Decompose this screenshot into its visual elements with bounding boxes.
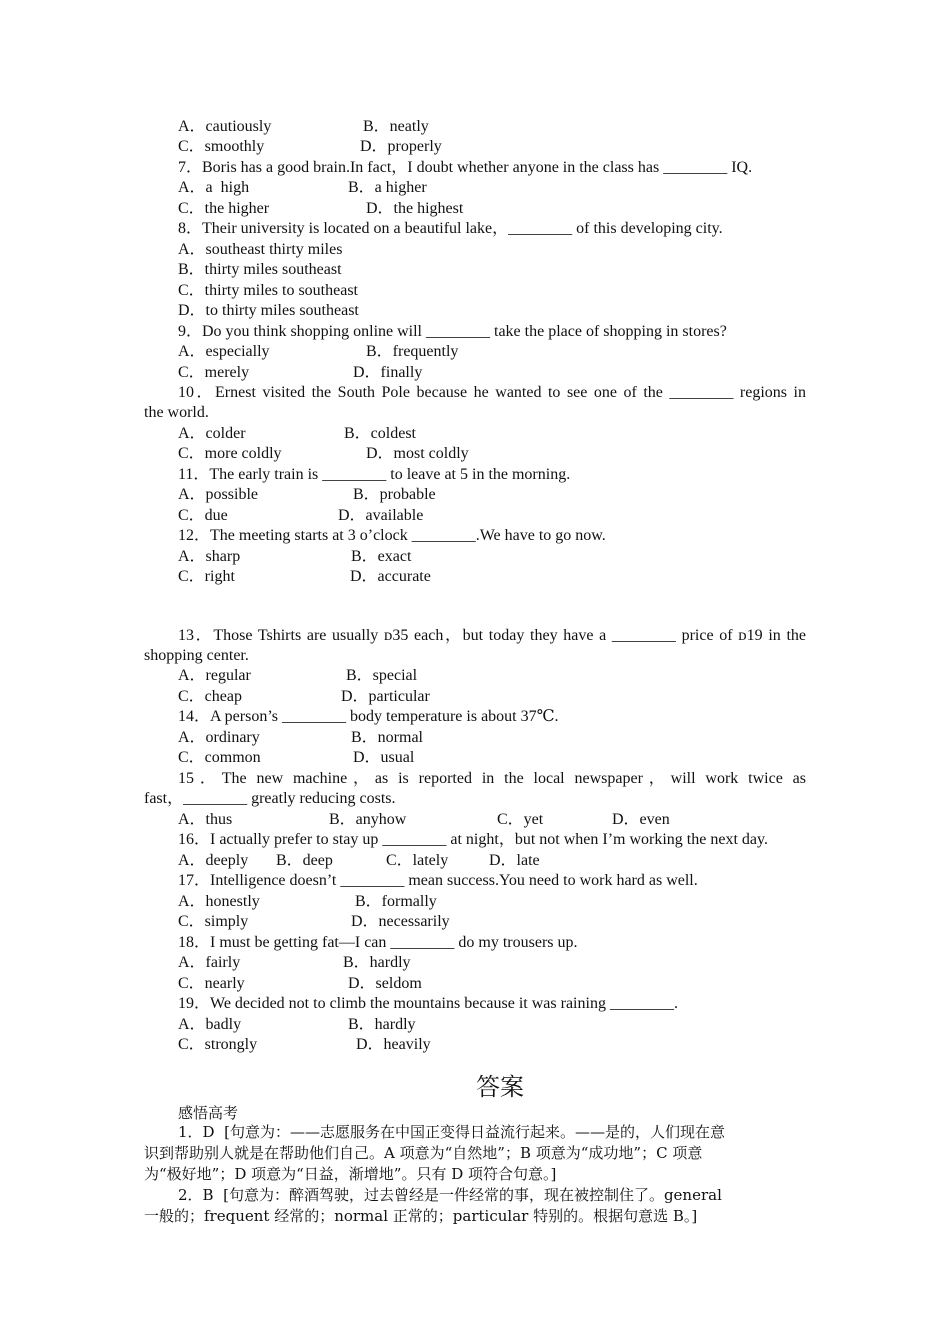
answer-2-line2: 一般的；frequent 经常的；normal 正常的；particular 特别的。根据句意选 B。] xyxy=(144,1207,698,1225)
q11-option-a: A．possible xyxy=(178,486,259,503)
q13-stem-line2: shopping center. xyxy=(144,647,249,664)
q13-option-c: C．cheap xyxy=(178,688,242,705)
q15-option-c: C．yet xyxy=(497,811,544,828)
q16-option-d: D．late xyxy=(489,852,540,869)
q10-option-a: A．colder xyxy=(178,425,246,442)
q12-stem: 12．The meeting starts at 3 o’clock ________.We have to go now. xyxy=(178,527,606,544)
q15-option-b: B．anyhow xyxy=(329,811,407,828)
q15-option-d: D．even xyxy=(612,811,670,828)
q8-option-d: D．to thirty miles southeast xyxy=(178,302,359,319)
q12-option-d: D．accurate xyxy=(350,568,431,585)
q10-stem-line2: the world. xyxy=(144,404,209,421)
q18-option-a: A．fairly xyxy=(178,954,241,971)
q14-option-c: C．common xyxy=(178,749,261,766)
q18-stem: 18．I must be getting fat—I can ________ do my trousers up. xyxy=(178,934,578,951)
q15-stem-line1: 15．The new machine，as is reported in the local newspaper，will work twice as xyxy=(178,770,806,787)
answer-1-line2: 识到帮助别人就是在帮助他们自己。A 项意为“自然地”；B 项意为“成功地”；C 项意 xyxy=(144,1144,703,1162)
q8-stem: 8．Their university is located on a beautiful lake，________ of this developing city. xyxy=(178,220,723,237)
q12-option-b: B．exact xyxy=(351,548,412,565)
q18-option-b: B．hardly xyxy=(343,954,411,971)
q12-option-a: A．sharp xyxy=(178,548,241,565)
q17-option-a: A．honestly xyxy=(178,893,260,910)
q17-option-c: C．simply xyxy=(178,913,249,930)
q8-option-c: C．thirty miles to southeast xyxy=(178,282,358,299)
q11-stem: 11．The early train is ________ to leave at 5 in the morning. xyxy=(178,466,571,483)
answers-subtitle: 感悟高考 xyxy=(178,1104,239,1122)
q11-option-c: C．due xyxy=(178,507,228,524)
q18-option-c: C．nearly xyxy=(178,975,245,992)
q11-option-d: D．available xyxy=(338,507,424,524)
q9-option-c: C．merely xyxy=(178,364,250,381)
q6-option-b: B．neatly xyxy=(363,118,429,135)
q7-option-d: D．the highest xyxy=(366,200,464,217)
q9-stem: 9．Do you think shopping online will ________ take the place of shopping in stores? xyxy=(178,323,727,340)
q16-option-b: B．deep xyxy=(276,852,333,869)
q19-option-a: A．badly xyxy=(178,1016,242,1033)
q14-option-a: A．ordinary xyxy=(178,729,260,746)
q13-option-a: A．regular xyxy=(178,667,251,684)
q9-option-d: D．finally xyxy=(353,364,423,381)
q16-option-c: C．lately xyxy=(386,852,449,869)
q19-option-c: C．strongly xyxy=(178,1036,258,1053)
q10-option-d: D．most coldly xyxy=(366,445,469,462)
q7-option-a: A．a high xyxy=(178,179,250,196)
q17-option-d: D．necessarily xyxy=(351,913,450,930)
q19-option-b: B．hardly xyxy=(348,1016,416,1033)
answer-1-line1: 1．D [句意为：——志愿服务在中国正变得日益流行起来。——是的，人们现在意 xyxy=(178,1123,725,1141)
q19-option-d: D．heavily xyxy=(356,1036,431,1053)
q6-option-c: C．smoothly xyxy=(178,138,265,155)
q13-option-d: D．particular xyxy=(341,688,430,705)
q10-option-b: B．coldest xyxy=(344,425,416,442)
q10-option-c: C．more coldly xyxy=(178,445,282,462)
q15-stem-line2: fast，________ greatly reducing costs. xyxy=(144,790,396,807)
q12-option-c: C．right xyxy=(178,568,235,585)
q6-option-d: D．properly xyxy=(360,138,442,155)
q7-stem: 7．Boris has a good brain.In fact，I doubt whether anyone in the class has ________ IQ. xyxy=(178,159,753,176)
q14-option-b: B．normal xyxy=(351,729,423,746)
answers-title: 答案 xyxy=(476,1073,524,1101)
q13-option-b: B．special xyxy=(346,667,418,684)
q14-stem: 14．A person’s ________ body temperature is about 37℃. xyxy=(178,708,559,725)
q19-stem: 19．We decided not to climb the mountains because it was raining ________. xyxy=(178,995,678,1012)
q6-option-a: A．cautiously xyxy=(178,118,272,135)
q15-option-a: A．thus xyxy=(178,811,233,828)
q9-option-a: A．especially xyxy=(178,343,270,360)
q13-stem-line1: 13．Those Tshirts are usually ᴅ35 each，but today they have a ________ price of ᴅ19 in the xyxy=(178,627,806,644)
q7-option-c: C．the higher xyxy=(178,200,270,217)
q14-option-d: D．usual xyxy=(353,749,415,766)
answer-1-line3: 为“极好地”；D 项意为“日益，渐增地”。只有 D 项符合句意。] xyxy=(144,1165,557,1183)
q8-option-a: A．southeast thirty miles xyxy=(178,241,343,258)
q18-option-d: D．seldom xyxy=(348,975,422,992)
answer-2-line1: 2．B [句意为：醉酒驾驶，过去曾经是一件经常的事，现在被控制住了。general xyxy=(178,1186,722,1204)
q7-option-b: B．a higher xyxy=(348,179,427,196)
q16-option-a: A．deeply xyxy=(178,852,249,869)
q11-option-b: B．probable xyxy=(353,486,436,503)
q16-stem: 16．I actually prefer to stay up ________ at night，but not when I’m working the next day. xyxy=(178,831,768,848)
q9-option-b: B．frequently xyxy=(366,343,459,360)
q10-stem-line1: 10．Ernest visited the South Pole because he wanted to see one of the ________ regions in xyxy=(178,384,806,401)
q17-stem: 17．Intelligence doesn’t ________ mean success.You need to work hard as well. xyxy=(178,872,698,889)
q8-option-b: B．thirty miles southeast xyxy=(178,261,342,278)
q17-option-b: B．formally xyxy=(355,893,437,910)
